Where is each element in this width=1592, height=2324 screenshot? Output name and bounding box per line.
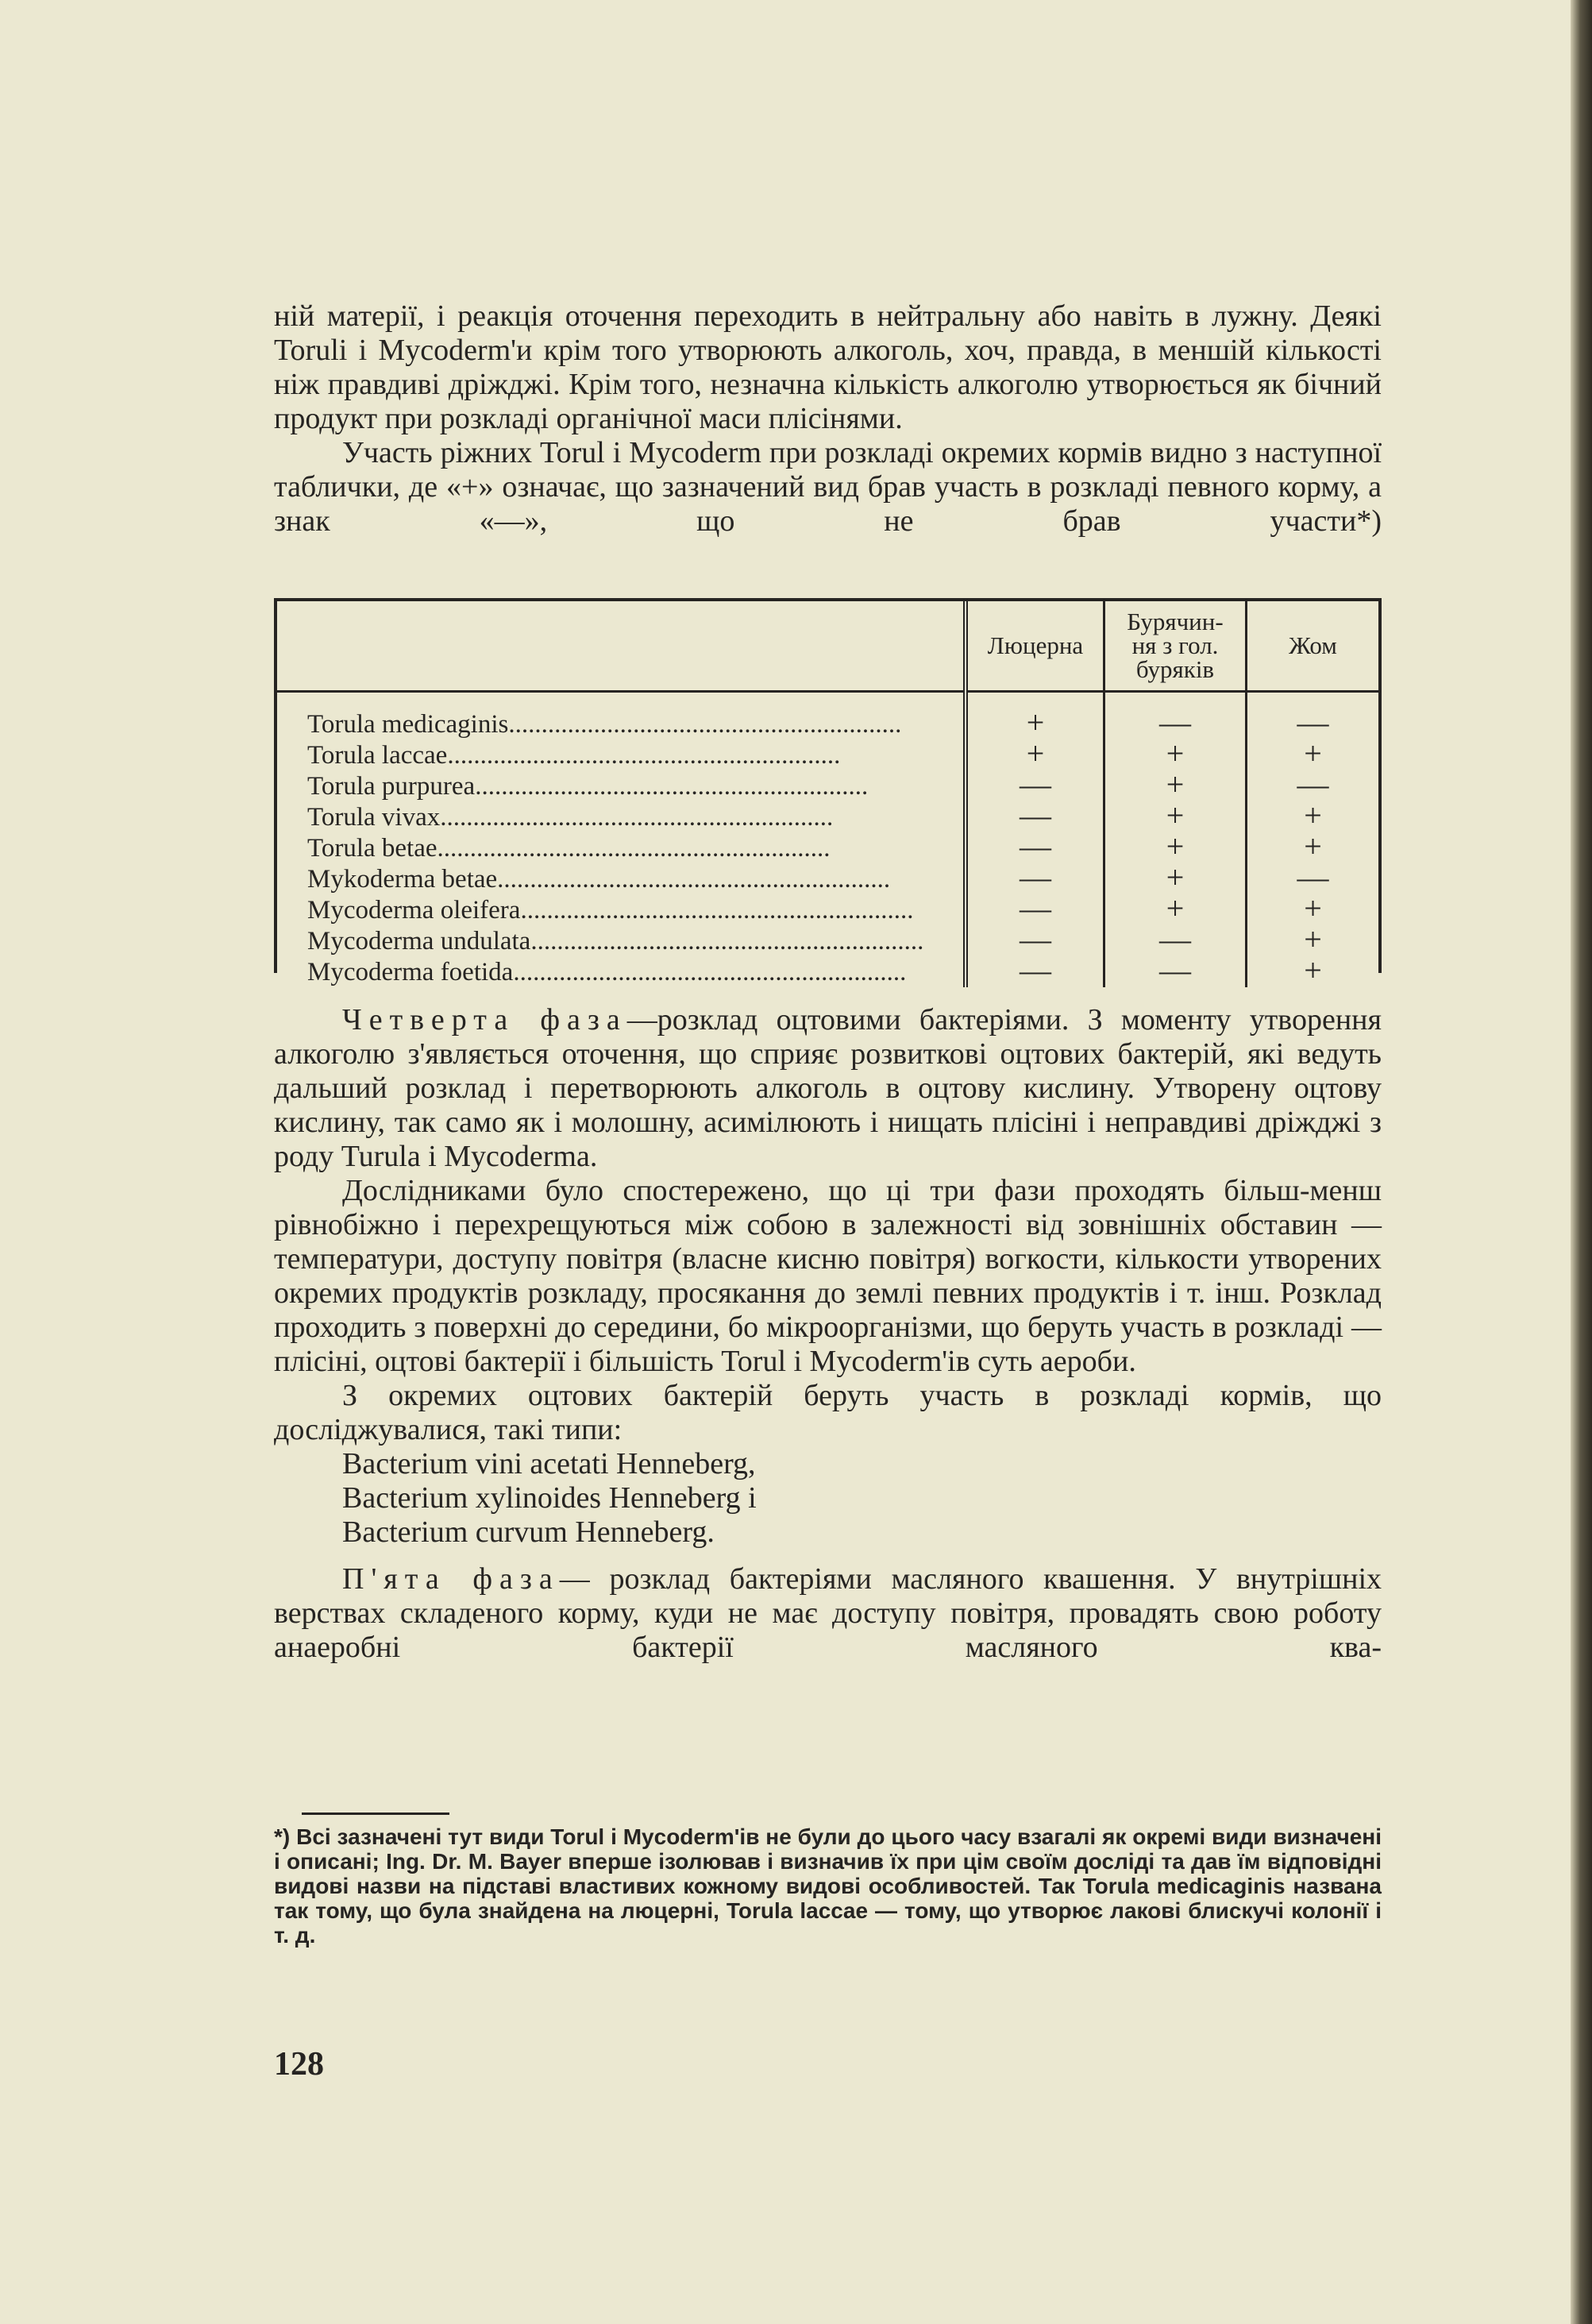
table-row — [277, 956, 1378, 987]
participation-sign: — — [1159, 705, 1191, 740]
species-name — [277, 692, 966, 740]
participation-sign: + — [1166, 828, 1185, 864]
participation-sign: — — [1020, 890, 1051, 926]
participation-sign: + — [1166, 859, 1185, 895]
species-name-text: Mycoderma oleifera — [307, 895, 521, 925]
phase-four-text: —розклад оцтовими бактеріями. З моменту утворення алкоголю з'являється оточення, що сприяє розвиткові оцтових бактерій, які ведуть дальший розклад і перетворюють алкоголь в оцтову кислину. Утворену оцтову кислину, так само як і молошну, асимілюють і нищать плісіні і неправдиві дріжджі з роду Turula і Mycoderma. — [274, 1003, 1382, 1173]
cell-lucerne — [966, 692, 1104, 740]
participation-sign: + — [1026, 735, 1045, 771]
participation-sign: — — [1020, 859, 1051, 895]
species-name — [277, 770, 966, 801]
bacteria-list-item-2: Bacterium xylinoides Henneberg і — [342, 1481, 757, 1515]
table-row — [277, 692, 1378, 740]
bacteria-list-item-3: Bacterium curvum Henneberg. — [342, 1515, 715, 1549]
table-row — [277, 832, 1378, 863]
participation-sign: + — [1304, 952, 1322, 988]
participation-sign: — — [1020, 766, 1051, 802]
dot-leader: ............................................................ — [520, 895, 914, 925]
research-paragraph: Дослідниками було спостережено, що ці три фази проходять більш-менш рівнобіжно і перехрещуються між собою в залежності від зовнішніх обставин — температури, доступу повітря (власне кисню повітря) вогкости, кількости утворених окремих продуктів розкладу, просякання до землі певних продуктів і т. інш. Розклад проходить з поверхні до середини, бо мікроорганізми, що беруть участь в розкладі — плісіні, оцтові бактерії і більшість Torul і Mycoderm'ів суть аероби. — [274, 1174, 1382, 1378]
phase-four-paragraph — [274, 1003, 1382, 1174]
participation-sign: — — [1020, 797, 1051, 833]
participation-sign: + — [1304, 797, 1322, 833]
participation-sign: + — [1304, 921, 1322, 957]
species-name-text: Torula medicaginis — [307, 709, 509, 739]
participation-sign: + — [1166, 735, 1185, 771]
species-name — [277, 801, 966, 832]
species-name-text: Torula vivax — [307, 802, 441, 832]
participation-sign: + — [1026, 705, 1045, 740]
page-number: 128 — [274, 2046, 324, 2083]
table-header-lucerne: Люцерна — [966, 601, 1104, 692]
table-row — [277, 801, 1378, 832]
cell-pulp — [1247, 952, 1379, 988]
bacteria-list-item-1: Bacterium vini acetati Henneberg, — [342, 1447, 756, 1480]
participation-sign: + — [1304, 890, 1322, 926]
dot-leader: ............................................................ — [440, 802, 834, 832]
footnote-rule — [302, 1812, 449, 1815]
species-name — [277, 739, 966, 770]
bacteria-intro-paragraph: З окремих оцтових бактерій беруть участь в розкладі кормів, що досліджувалися, такі типи: — [274, 1379, 1382, 1446]
species-name — [277, 894, 966, 925]
table-header-beet-tops-line2: ня з гол. — [1131, 631, 1219, 659]
cell-beet-tops — [1104, 692, 1247, 740]
table-header-empty — [277, 601, 966, 692]
species-name-text: Mycoderma undulata — [307, 926, 531, 955]
intro-text — [274, 299, 1382, 539]
species-name-text: Torula purpurea — [307, 771, 476, 801]
dot-leader: ............................................................ — [508, 709, 902, 739]
table-row — [277, 739, 1378, 770]
participation-sign: — — [1297, 766, 1329, 802]
table-header-pulp: Жом — [1247, 601, 1379, 692]
cell-beet-tops — [1104, 952, 1247, 988]
dot-leader: ............................................................ — [437, 833, 831, 863]
dot-leader: ............................................................ — [447, 740, 841, 770]
dot-leader: ............................................................ — [475, 771, 869, 801]
phase-five-paragraph — [274, 1562, 1382, 1665]
participation-sign: — — [1020, 952, 1051, 988]
table-header-beet-tops-line3: буряків — [1135, 655, 1215, 683]
dot-leader: ............................................................ — [513, 957, 907, 986]
footnote-text: *) Всі зазначені тут види Torul і Mycoderm'ів не були до цього часу взагалі як окремі види визначені і описані; Ing. Dr. M. Bayer вперше ізолював і визначив їх при цім своїм досліді та дав їм відповідні видові назви на підставі властивих кожному видові особливостей. Так Torula medicaginis названа так тому, що була знайдена на люцерні, Torula laccae — тому, що утворює лакові блискучі колонії і т. д. — [274, 1824, 1382, 1948]
participation-sign: + — [1166, 797, 1185, 833]
intro-paragraph-1: ній матерії, і реакція оточення переходить в нейтральну або навіть в лужну. Деякі Toruli і Mycoderm'и крім того утворюють алкоголь, хоч, правда, в меншій кількості ніж правдиві дріжджі. Крім того, незначна кількість алкоголю утворюється як бічний продукт при розкладі органічної маси плісінями. — [274, 299, 1382, 435]
cell-lucerne — [966, 952, 1104, 988]
species-table — [274, 598, 1382, 988]
participation-sign: + — [1166, 890, 1185, 926]
species-name-text: Mykoderma betae — [307, 864, 498, 894]
participation-sign: + — [1166, 766, 1185, 802]
table-header-beet-tops-line1: Бурячин- — [1127, 608, 1224, 635]
participation-sign: — — [1020, 921, 1051, 957]
species-name — [277, 956, 966, 987]
species-name-text: Torula betae — [307, 833, 438, 863]
participation-sign: + — [1304, 735, 1322, 771]
species-name-text: Mycoderma foetida — [307, 957, 514, 986]
species-name — [277, 863, 966, 894]
dot-leader: ............................................................ — [497, 864, 891, 894]
intro-paragraph-2: Участь ріжних Torul і Mycoderm при розкладі окремих кормів видно з наступної таблички, де «+» означає, що зазначений вид брав участь в розкладі певного корму, а знак «—», що не брав участи*) — [274, 436, 1382, 538]
species-name — [277, 925, 966, 956]
body-text — [274, 1003, 1382, 1665]
table-header-row — [277, 601, 1378, 692]
table-row — [277, 863, 1378, 894]
participation-sign: + — [1304, 828, 1322, 864]
dot-leader: ............................................................ — [530, 926, 924, 955]
species-name — [277, 832, 966, 863]
participation-sign: — — [1159, 952, 1191, 988]
phase-four-title: Четверта фаза — [342, 1003, 627, 1037]
cell-pulp — [1247, 692, 1379, 740]
participation-sign: — — [1159, 921, 1191, 957]
table-header-beet-tops — [1104, 601, 1247, 692]
participation-sign: — — [1020, 828, 1051, 864]
book-binding-edge — [1571, 0, 1592, 2324]
participation-sign: — — [1297, 859, 1329, 895]
phase-five-title: П'ята фаза — [342, 1562, 560, 1596]
phase-five-text: — розклад бактеріями масляного квашення. У внутрішніх верствах складеного корму, куди не має доступу повітря, провадять свою роботу анаеробні бактерії масляного ква- — [274, 1562, 1382, 1664]
table-row — [277, 894, 1378, 925]
participation-sign: — — [1297, 705, 1329, 740]
species-name-text: Torula laccae — [307, 740, 448, 770]
table-row — [277, 925, 1378, 956]
footnote — [274, 1824, 1382, 1948]
table-row — [277, 770, 1378, 801]
